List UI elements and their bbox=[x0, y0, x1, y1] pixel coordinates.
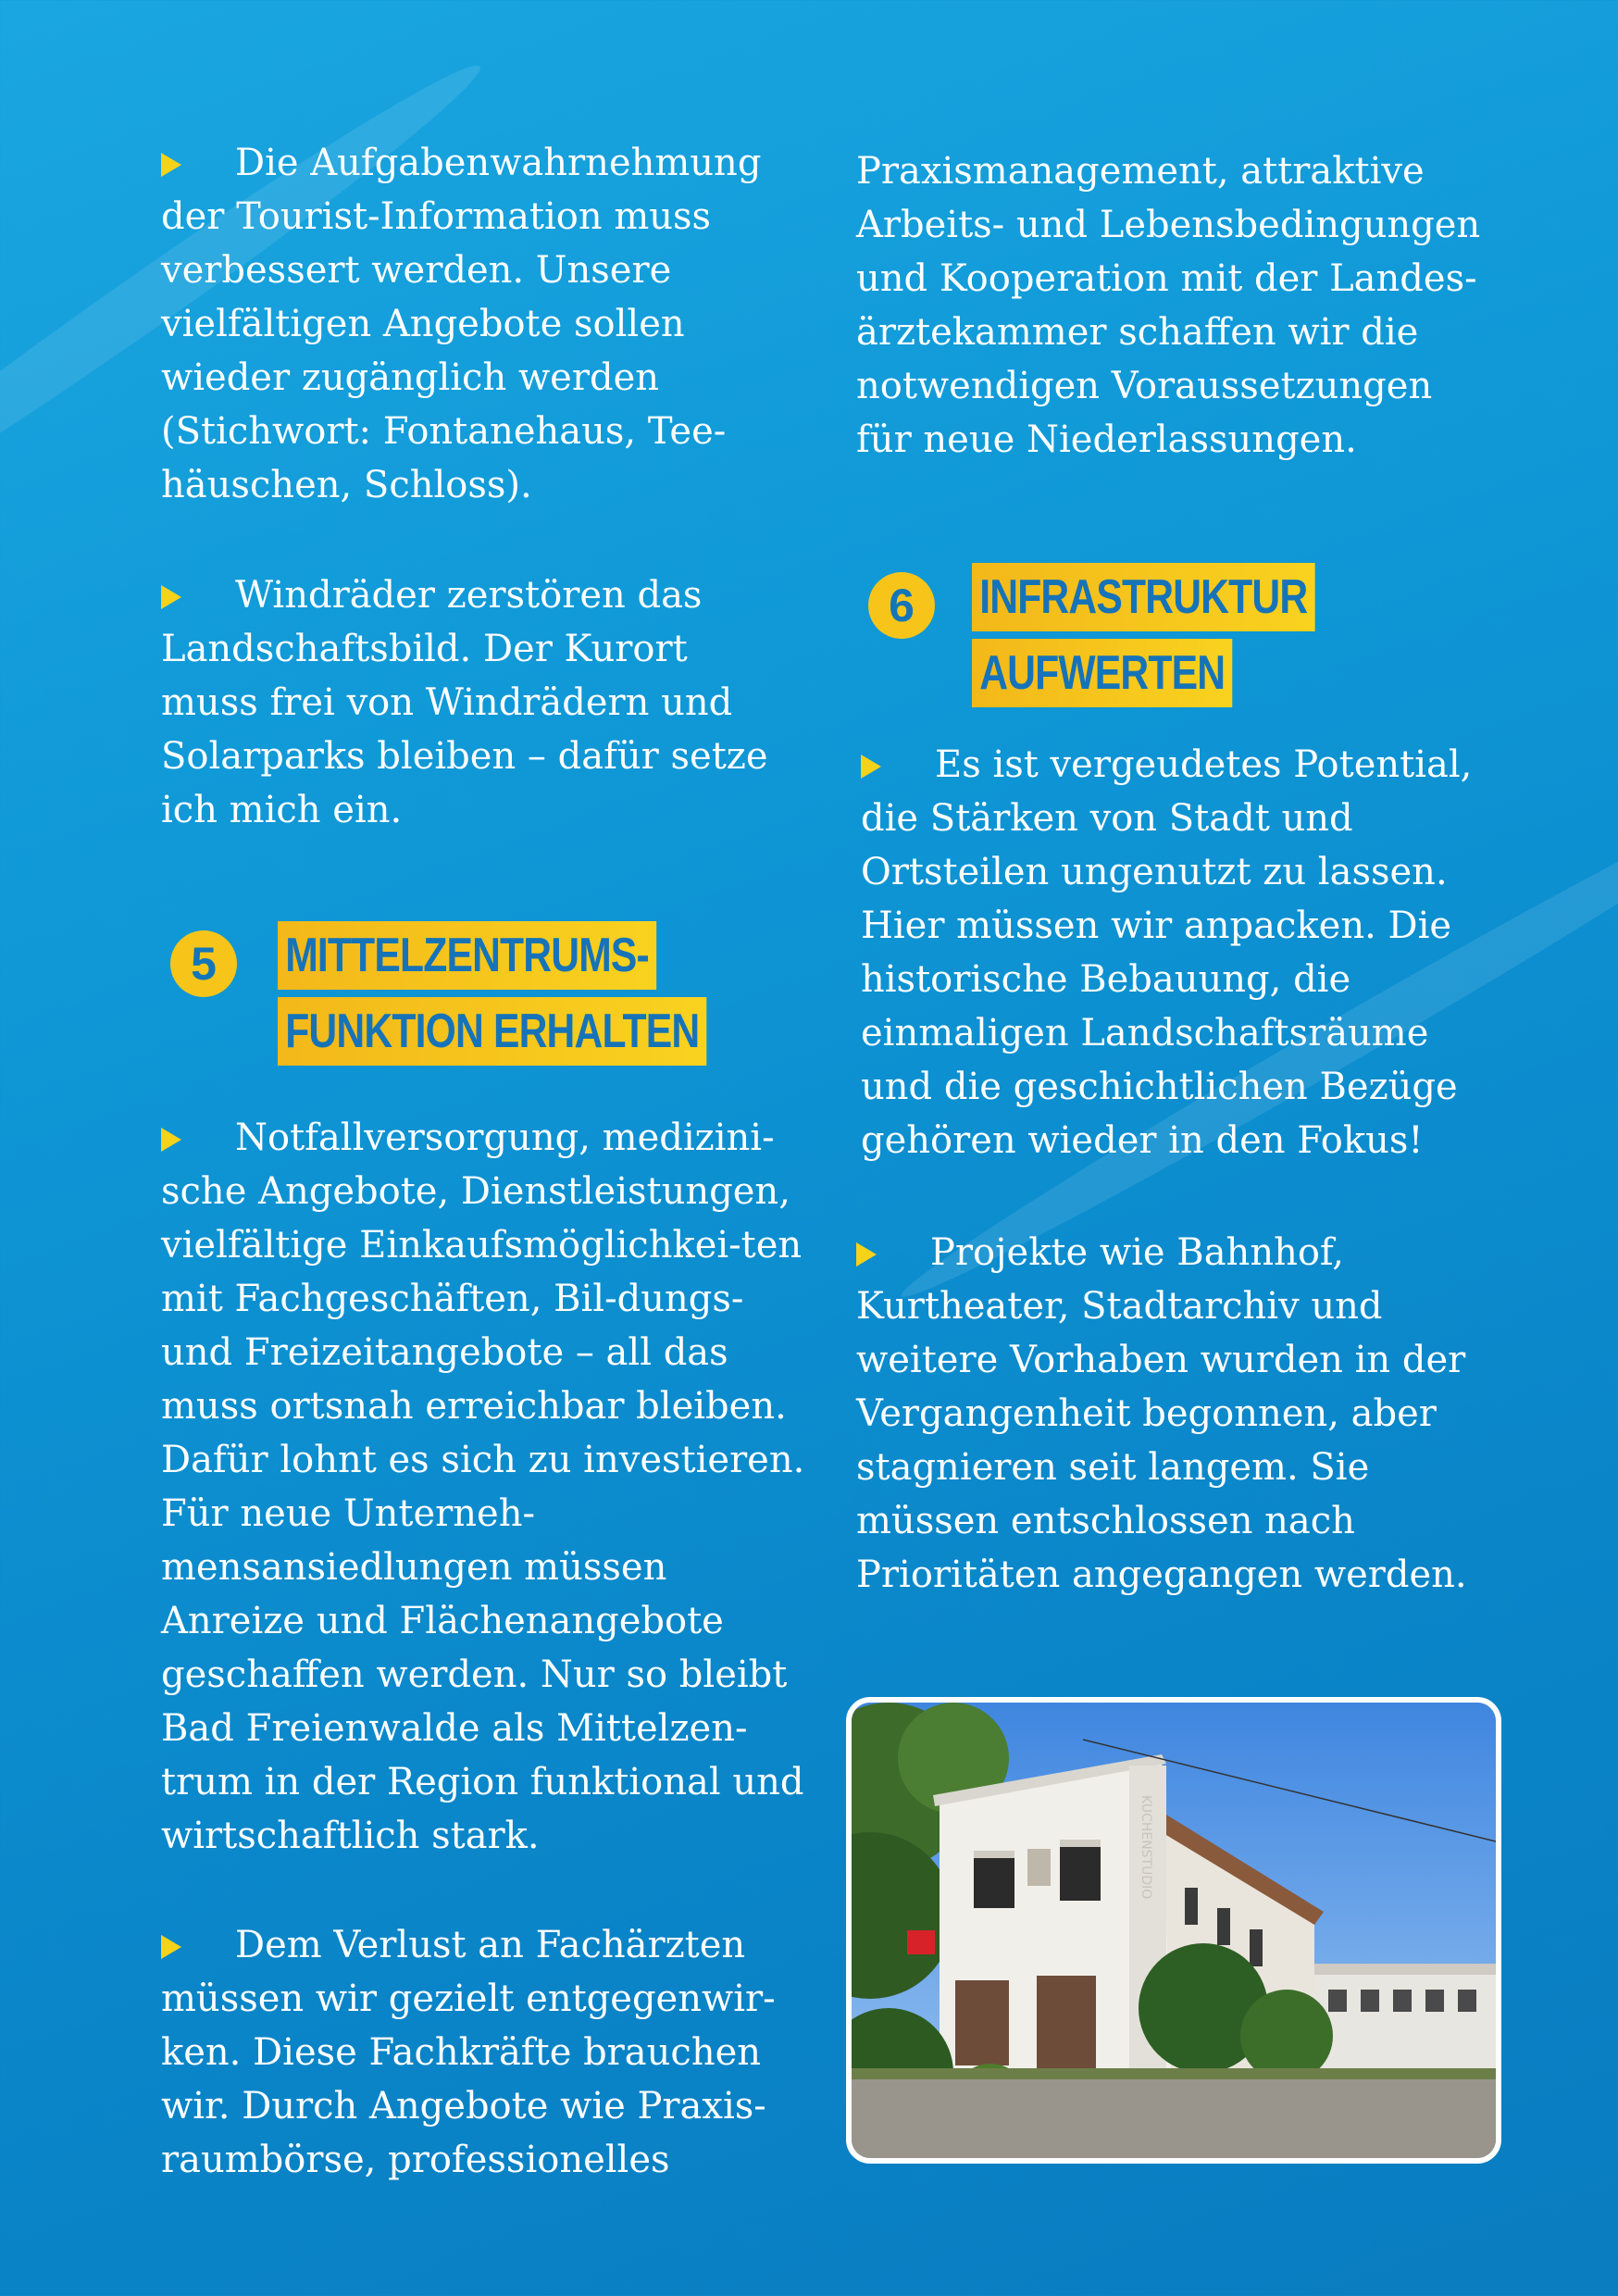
bullet-triangle-icon bbox=[161, 1935, 181, 1959]
list-item bbox=[861, 738, 1500, 1167]
item-text: Die Aufgabenwahrnehmung der Tourist-Information muss verbessert werden. Unsere vielfältigen Angebote sollen wieder zugänglich werden (Stichwort: Fontanehaus, Tee-häuschen, Schloss). bbox=[161, 142, 762, 506]
section-title-line2: FUNKTION ERHALTEN bbox=[278, 997, 707, 1066]
section-title-line2: AUFWERTEN bbox=[972, 639, 1232, 707]
building-photo bbox=[846, 1697, 1501, 2164]
right-column bbox=[856, 144, 1504, 467]
section-title-line1: MITTELZENTRUMS- bbox=[278, 921, 656, 990]
section-title-line1: INFRASTRUKTUR bbox=[972, 563, 1315, 631]
item-text: Projekte wie Bahnhof, Kurtheater, Stadtarchiv und weitere Vorhaben wurden in der Vergangenheit begonnen, aber stagnieren seit langem. Sie müssen entschlossen nach Prioritäten angegangen werden. bbox=[856, 1231, 1467, 1596]
list-item bbox=[161, 1918, 809, 2187]
list-item bbox=[161, 136, 809, 512]
list-item bbox=[161, 1111, 809, 1863]
bullet-triangle-icon bbox=[161, 585, 181, 609]
item-text: Es ist vergeudetes Potential, die Stärken von Stadt und Ortsteilen ungenutzt zu lassen. Hier müssen wir anpacken. Die historische Bebauung, die einmaligen Landschaftsräume und die geschichtlichen Bezüge gehören wieder in den Fokus! bbox=[861, 743, 1473, 1162]
continuation-text: Praxismanagement, attraktive Arbeits- und Lebensbedingungen und Kooperation mit der Landes-ärztekammer schaffen wir die notwendigen Voraussetzungen für neue Niederlassungen. bbox=[856, 150, 1481, 461]
list-item bbox=[161, 568, 790, 837]
item-text: Notfallversorgung, medizini-sche Angebote, Dienstleistungen, vielfältige Einkaufsmöglichkei-ten mit Fachgeschäften, Bil-dungs- und Freizeitangebote – all das muss ortsnah erreichbar bleiben. Dafür lohnt es sich zu investieren. Für neue Unterneh-mensansiedlungen müssen Anreize und Flächenangebote geschaffen werden. Nur so bleibt Bad Freienwalde als Mittelzen-trum in der Region funktional und wirtschaftlich stark. bbox=[161, 1117, 805, 1857]
section-number-badge: 5 bbox=[170, 930, 237, 997]
abandoned-building-illustration bbox=[852, 1703, 1496, 2158]
item-text: Dem Verlust an Fachärzten müssen wir gezielt entgegenwir-ken. Diese Fachkräfte brauchen wir. Durch Angebote wie Praxis-raumbörse, professionelles bbox=[161, 1924, 776, 2181]
list-item bbox=[856, 1226, 1504, 1602]
bullet-triangle-icon bbox=[861, 755, 881, 779]
bullet-triangle-icon bbox=[161, 153, 181, 177]
item-text: Windräder zerstören das Landschaftsbild. Der Kurort muss frei von Windrädern und Solarparks bleiben – dafür setze ich mich ein. bbox=[161, 574, 768, 831]
building-sign-text: KUCHENSTUDIO bbox=[1139, 1795, 1153, 1900]
bullet-triangle-icon bbox=[856, 1242, 877, 1267]
bullet-triangle-icon bbox=[161, 1128, 181, 1152]
section-number-badge: 6 bbox=[868, 572, 935, 639]
